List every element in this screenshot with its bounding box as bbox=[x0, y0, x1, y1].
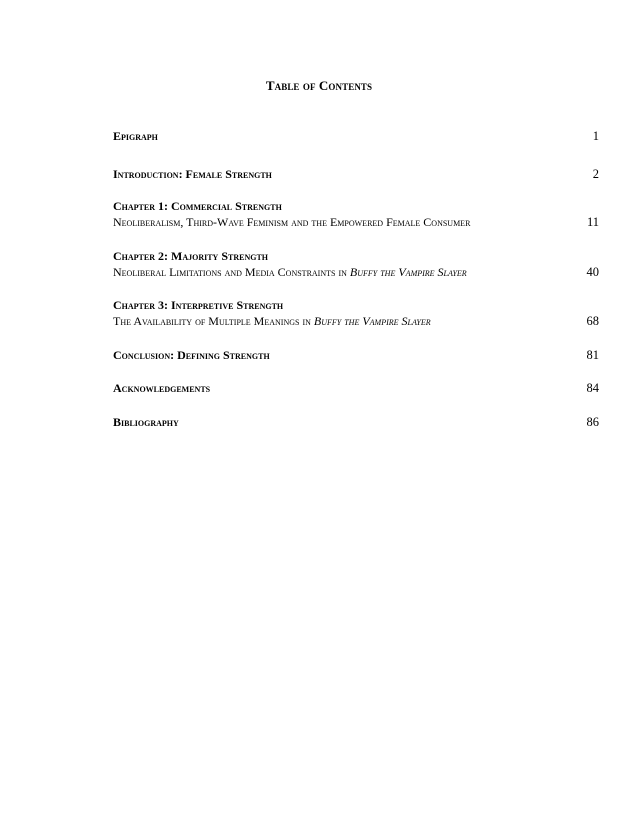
toc-entry-heading: Chapter 3: Interpretive Strength bbox=[113, 298, 284, 312]
toc-page-number: 40 bbox=[586, 265, 599, 279]
toc-entry-subtitle-text: The Availability of Multiple Meanings in bbox=[113, 314, 314, 328]
toc-entry-heading: Epigraph bbox=[113, 129, 158, 143]
toc-entry-subtitle-italic: Buffy the Vampire Slayer bbox=[349, 265, 467, 279]
toc-entry-bibliography bbox=[113, 414, 599, 430]
toc-entry-conclusion bbox=[113, 347, 599, 363]
toc-entry-subtitle-text: Neoliberal Limitations and Media Constraints in bbox=[113, 265, 350, 279]
toc-entry-heading: Introduction: Female Strength bbox=[113, 167, 272, 181]
toc-entry-subtitle bbox=[113, 264, 599, 280]
toc-page-number: 1 bbox=[592, 129, 599, 143]
toc-entry-subtitle bbox=[113, 214, 599, 230]
toc-page-number: 68 bbox=[586, 314, 599, 328]
toc-entry-acknowledgements bbox=[113, 380, 599, 396]
toc-entry-subtitle-italic: Buffy the Vampire Slayer bbox=[313, 314, 431, 328]
toc-entry-subtitle bbox=[113, 313, 599, 329]
toc-entry-chapter-1 bbox=[113, 198, 599, 230]
toc-entry-heading: Conclusion: Defining Strength bbox=[113, 348, 270, 362]
toc-entry-subtitle-text: Neoliberalism, Third-Wave Feminism and the Empowered Female Consumer bbox=[113, 215, 471, 229]
toc-page-number: 11 bbox=[586, 215, 599, 229]
toc-page-number: 81 bbox=[586, 348, 599, 362]
toc-entry-heading: Chapter 1: Commercial Strength bbox=[113, 199, 282, 213]
toc-entry-chapter-3 bbox=[113, 297, 599, 329]
toc-page-number: 84 bbox=[586, 381, 599, 395]
toc-entry-epigraph bbox=[113, 128, 599, 144]
toc-entry-heading: Bibliography bbox=[113, 415, 179, 429]
toc-page-number: 86 bbox=[586, 415, 599, 429]
toc-entry-heading: Chapter 2: Majority Strength bbox=[113, 249, 269, 263]
toc-title: Table of Contents bbox=[265, 78, 373, 93]
toc-entry-heading: Acknowledgements bbox=[113, 381, 211, 395]
toc-page-number: 2 bbox=[592, 167, 599, 181]
toc-entry-introduction bbox=[113, 166, 599, 182]
toc-entry-chapter-2 bbox=[113, 248, 599, 280]
